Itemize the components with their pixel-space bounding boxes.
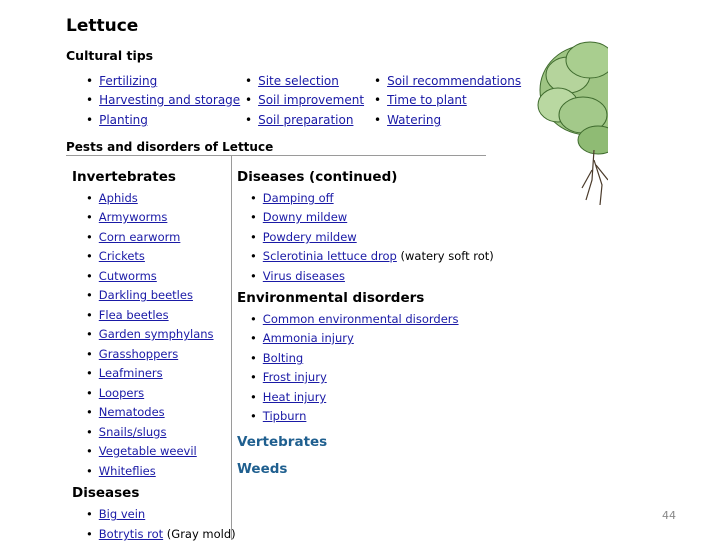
link-label[interactable]: Bolting	[262, 351, 304, 365]
bullet: •	[86, 444, 93, 458]
link-label[interactable]: Heat injury	[262, 390, 327, 404]
bullet: •	[86, 308, 93, 322]
bullet: •	[250, 191, 257, 205]
link-label[interactable]: Nematodes	[98, 405, 165, 419]
list-item[interactable]	[86, 425, 166, 439]
list-item[interactable]	[86, 288, 193, 302]
tip-soil-preparation[interactable]	[245, 113, 353, 127]
link-label[interactable]: Site selection	[258, 74, 339, 88]
list-item[interactable]	[86, 308, 169, 322]
bullet: •	[374, 74, 382, 88]
bullet: •	[86, 507, 93, 521]
bullet: •	[86, 74, 94, 88]
tip-soil-improvement[interactable]	[245, 93, 364, 107]
bullet: •	[374, 93, 382, 107]
tip-harvesting[interactable]	[86, 93, 240, 107]
link-label[interactable]: Soil preparation	[258, 113, 354, 127]
bullet: •	[250, 230, 257, 244]
link-label[interactable]: Botrytis rot	[98, 527, 164, 541]
bullet: •	[374, 113, 382, 127]
bullet: •	[250, 249, 257, 263]
list-item[interactable]	[86, 269, 157, 283]
list-item[interactable]	[86, 386, 144, 400]
tip-planting[interactable]	[86, 113, 148, 127]
list-item[interactable]	[86, 444, 197, 458]
list-item[interactable]	[86, 327, 214, 341]
list-item[interactable]	[250, 370, 327, 384]
list-item[interactable]	[250, 409, 306, 423]
list-item[interactable]	[86, 464, 156, 478]
bullet: •	[245, 113, 253, 127]
bullet: •	[86, 366, 93, 380]
bullet: •	[86, 527, 93, 541]
link-label[interactable]: Frost injury	[262, 370, 327, 384]
link-label[interactable]: Damping off	[262, 191, 334, 205]
list-item[interactable]	[86, 405, 165, 419]
link-label[interactable]: Whiteflies	[98, 464, 156, 478]
bullet: •	[86, 93, 94, 107]
link-label[interactable]: Garden symphylans	[98, 327, 214, 341]
list-item[interactable]	[250, 230, 357, 244]
bullet: •	[250, 331, 257, 345]
list-item[interactable]	[86, 507, 145, 521]
list-item[interactable]	[86, 527, 236, 541]
link-label[interactable]: Flea beetles	[98, 308, 169, 322]
list-item[interactable]	[250, 191, 334, 205]
bullet: •	[86, 249, 93, 263]
list-item-suffix: (watery soft rot)	[396, 249, 494, 263]
bullet: •	[86, 464, 93, 478]
link-label[interactable]: Loopers	[98, 386, 145, 400]
list-item-suffix: (Gray mold)	[163, 527, 236, 541]
bullet: •	[86, 288, 93, 302]
diseases-continued-heading: Diseases (continued)	[237, 169, 398, 185]
link-label[interactable]: Snails/slugs	[98, 425, 167, 439]
link-label[interactable]: Time to plant	[387, 93, 467, 107]
bullet: •	[86, 191, 93, 205]
list-item[interactable]	[250, 269, 345, 283]
link-label[interactable]: Leafminers	[98, 366, 163, 380]
list-item[interactable]	[250, 351, 303, 365]
link-label[interactable]: Powdery mildew	[262, 230, 357, 244]
list-item[interactable]	[250, 312, 459, 326]
tip-site-selection[interactable]	[245, 74, 339, 88]
list-item[interactable]	[250, 390, 326, 404]
link-label[interactable]: Big vein	[98, 507, 146, 521]
lettuce-illustration	[528, 20, 608, 210]
link-label[interactable]: Corn earworm	[98, 230, 181, 244]
link-label[interactable]: Sclerotinia lettuce drop	[262, 249, 397, 263]
divider-vertical	[231, 156, 232, 540]
link-label[interactable]: Tipburn	[262, 409, 307, 423]
bullet: •	[86, 347, 93, 361]
link-label[interactable]: Fertilizing	[99, 74, 158, 88]
bullet: •	[245, 74, 253, 88]
invertebrates-heading: Invertebrates	[72, 169, 176, 185]
link-label[interactable]: Aphids	[98, 191, 138, 205]
link-label[interactable]: Soil improvement	[258, 93, 365, 107]
list-item[interactable]	[250, 331, 354, 345]
link-label[interactable]: Cutworms	[98, 269, 157, 283]
page-number: 44	[662, 509, 676, 522]
bullet: •	[86, 425, 93, 439]
link-label[interactable]: Harvesting and storage	[99, 93, 241, 107]
cultural-tips-heading: Cultural tips	[66, 48, 154, 63]
bullet: •	[245, 93, 253, 107]
link-label[interactable]: Planting	[99, 113, 148, 127]
weeds-link[interactable]: Weeds	[237, 461, 288, 477]
list-item[interactable]	[86, 210, 167, 224]
bullet: •	[86, 269, 93, 283]
tip-time-to-plant[interactable]	[374, 93, 467, 107]
page-title: Lettuce	[66, 16, 139, 36]
list-item[interactable]	[86, 347, 178, 361]
link-label[interactable]: Virus diseases	[262, 269, 345, 283]
bullet: •	[86, 386, 93, 400]
bullet: •	[86, 405, 93, 419]
link-label[interactable]: Vegetable weevil	[98, 444, 197, 458]
bullet: •	[86, 210, 93, 224]
pests-heading: Pests and disorders of Lettuce	[66, 140, 274, 154]
list-item[interactable]	[86, 366, 163, 380]
bullet: •	[86, 327, 93, 341]
list-item[interactable]	[250, 210, 347, 224]
bullet: •	[250, 312, 257, 326]
environmental-heading: Environmental disorders	[237, 290, 425, 306]
diseases-heading: Diseases	[72, 485, 140, 501]
list-item[interactable]	[250, 249, 494, 263]
list-item[interactable]	[86, 230, 180, 244]
tip-soil-recommendations[interactable]	[374, 74, 521, 88]
vertebrates-link[interactable]: Vertebrates	[237, 434, 328, 450]
link-label[interactable]: Common environmental disorders	[262, 312, 459, 326]
tip-watering[interactable]	[374, 113, 441, 127]
tip-fertilizing[interactable]	[86, 74, 157, 88]
link-label[interactable]: Grasshoppers	[98, 347, 179, 361]
link-label[interactable]: Armyworms	[98, 210, 168, 224]
list-item[interactable]	[86, 249, 145, 263]
link-label[interactable]: Crickets	[98, 249, 145, 263]
bullet: •	[86, 113, 94, 127]
bullet: •	[250, 269, 257, 283]
bullet: •	[250, 409, 257, 423]
bullet: •	[250, 351, 257, 365]
link-label[interactable]: Ammonia injury	[262, 331, 354, 345]
link-label[interactable]: Soil recommendations	[387, 74, 522, 88]
bullet: •	[250, 370, 257, 384]
link-label[interactable]: Watering	[387, 113, 442, 127]
divider-horizontal	[66, 155, 486, 156]
bullet: •	[250, 210, 257, 224]
link-label[interactable]: Downy mildew	[262, 210, 348, 224]
link-label[interactable]: Darkling beetles	[98, 288, 193, 302]
list-item[interactable]	[86, 191, 138, 205]
bullet: •	[250, 390, 257, 404]
bullet: •	[86, 230, 93, 244]
